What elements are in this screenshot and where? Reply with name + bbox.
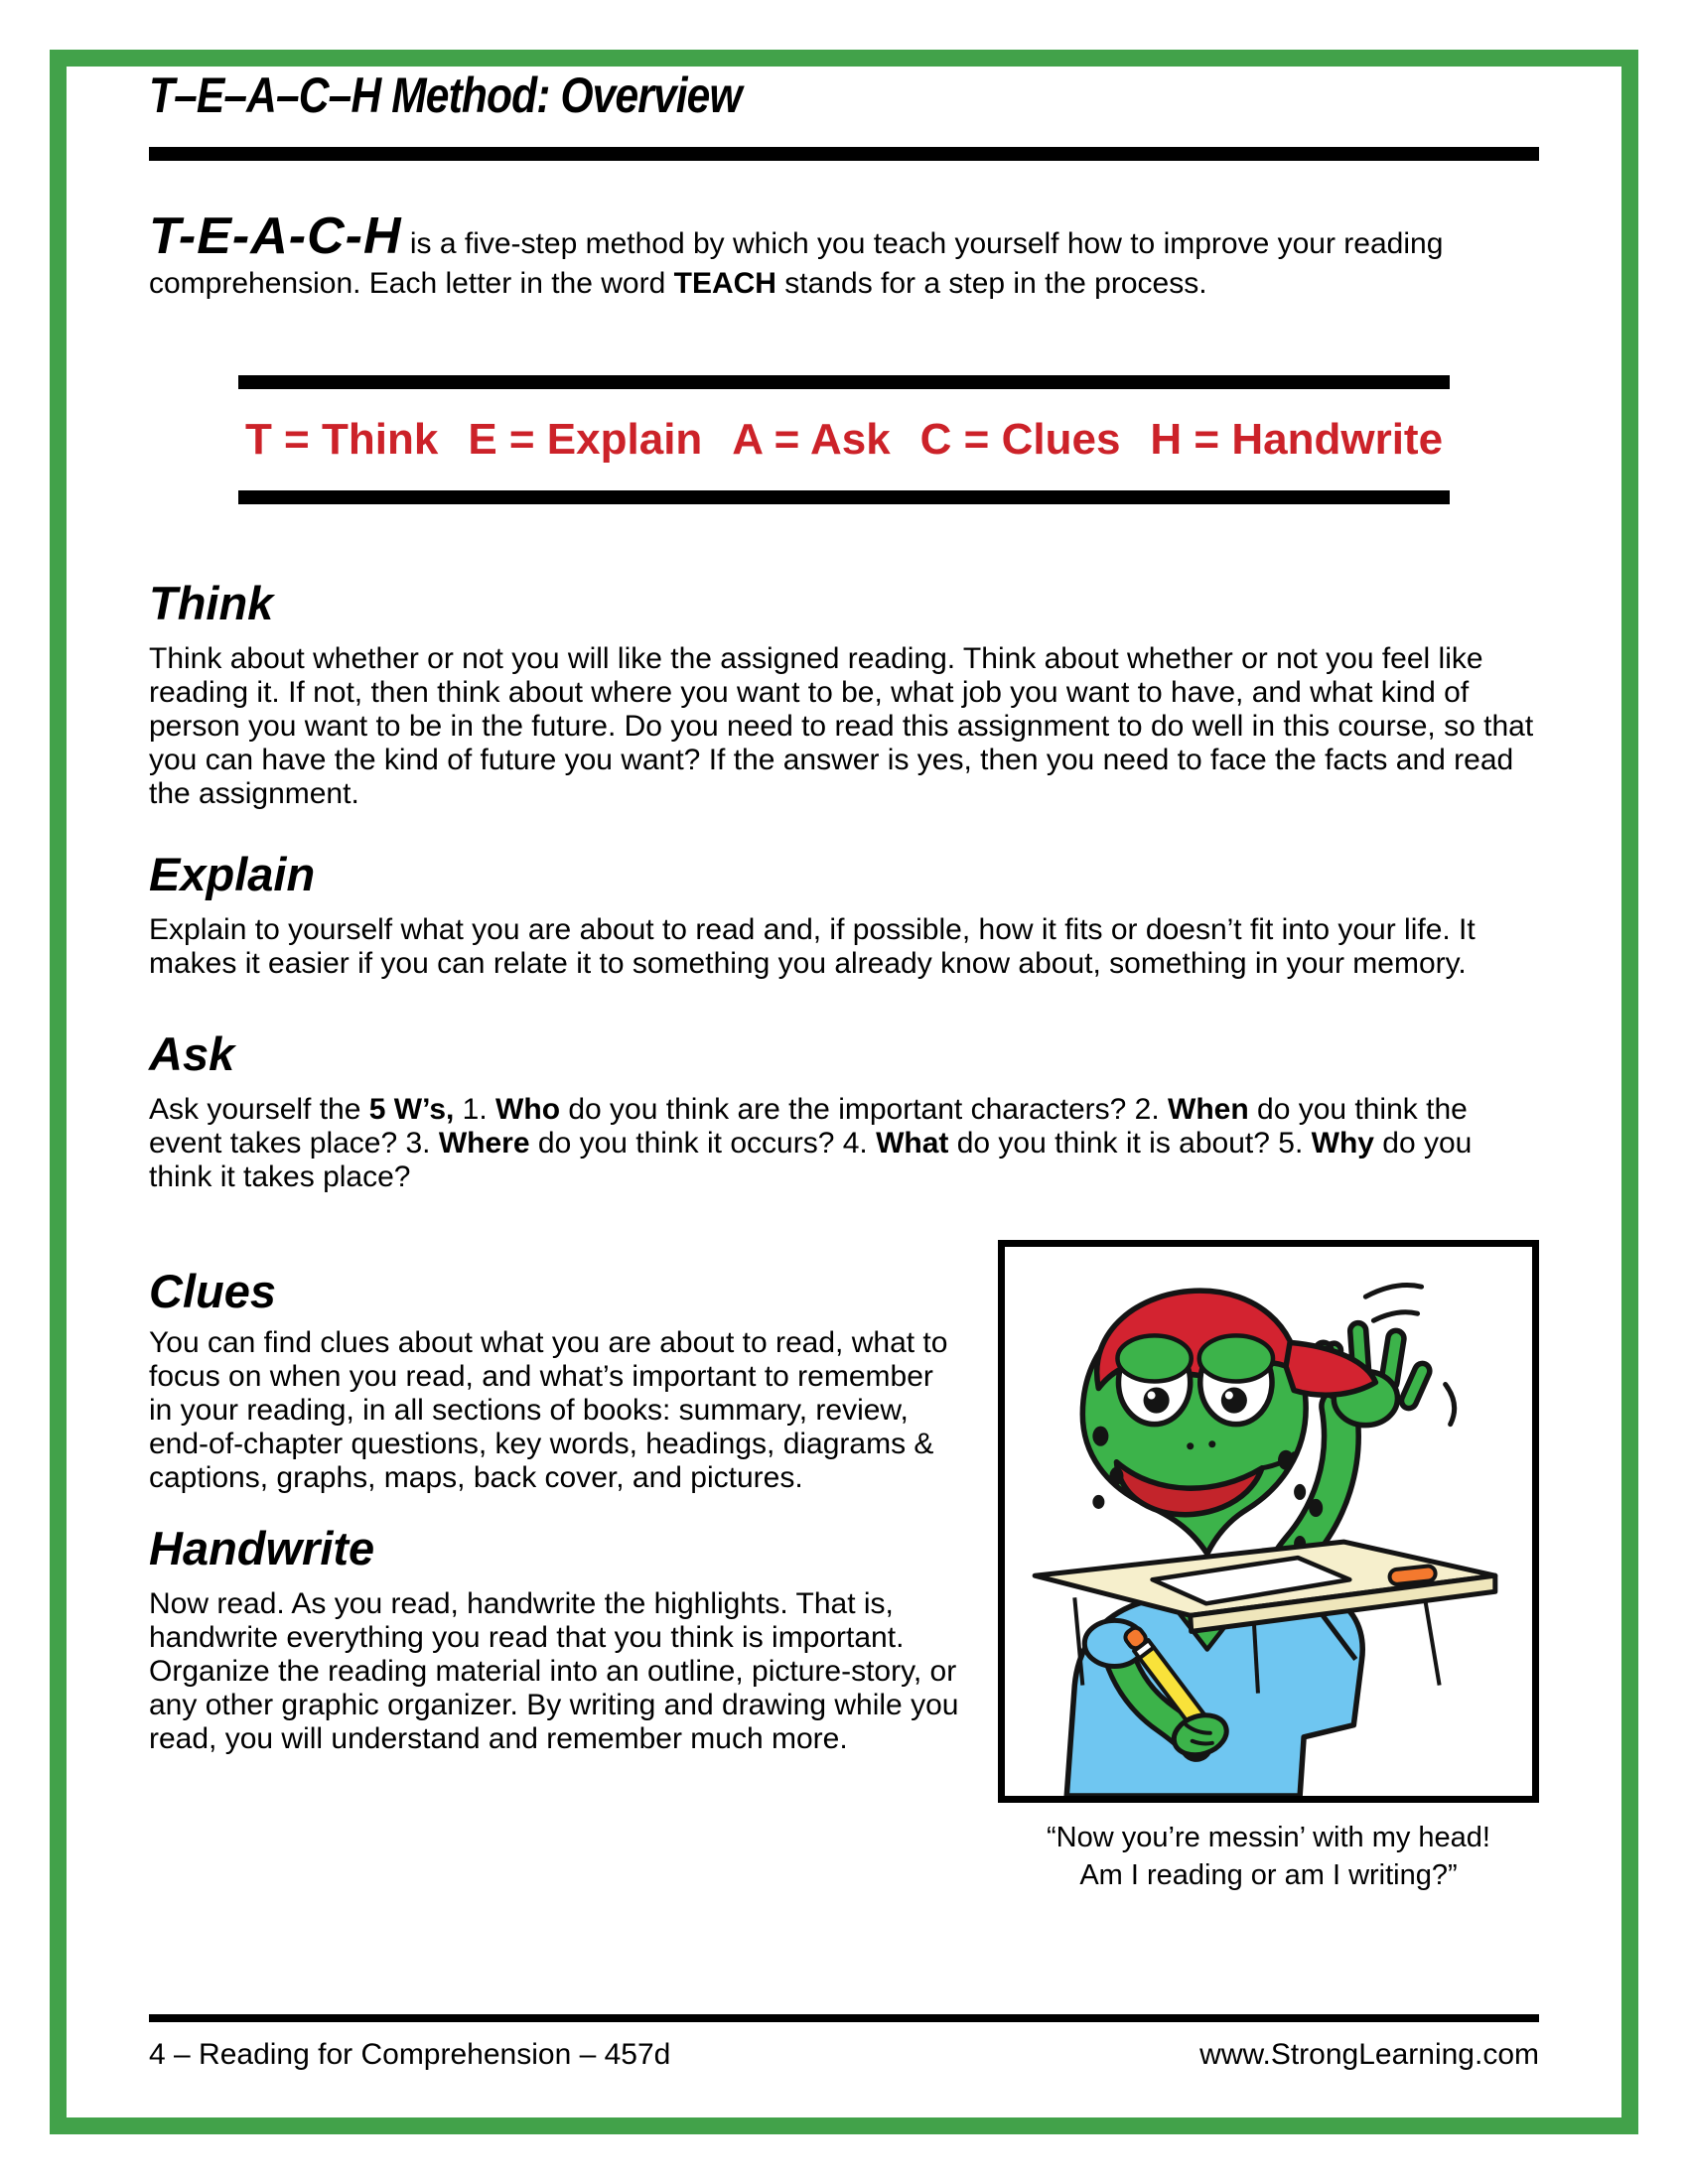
ask-seg-2: 1.: [454, 1093, 496, 1126]
teach-acronym: T-E-A-C-H: [149, 207, 402, 265]
section-clues-body: You can find clues about what you are about to read, what to focus on when you read, and what’s important to remember in your reading, in all sections of books: summary, review, end-of-chapter questions, key words, headings, diagrams & captions, graphs, maps, back cover, and pictures.: [149, 1326, 948, 1494]
page-title-text: T–E–A–C–H Method: Overview: [149, 68, 742, 123]
key-item-ask: A = Ask: [732, 415, 891, 464]
intro-text-2: stands for a step in the process.: [775, 267, 1207, 300]
section-ask-body: [149, 1093, 1539, 1194]
ask-seg-7: Where: [438, 1127, 530, 1160]
section-ask: [149, 1027, 1539, 1194]
section-explain-heading: Explain: [149, 848, 316, 900]
footer-page-info: 4 – Reading for Comprehension – 457d: [149, 2038, 671, 2071]
left-column: [149, 1240, 963, 1923]
ask-seg-10: do you think it is about? 5.: [948, 1127, 1312, 1160]
ask-seg-4: do you think are the important characters? 2.: [560, 1093, 1169, 1126]
section-think: [149, 577, 1539, 811]
section-explain-body: Explain to yourself what you are about to read and, if possible, how it fits or doesn’t fit into your life. It makes it easier if you can relate it to something you already know about, something in your memory.: [149, 913, 1476, 980]
section-handwrite-body: Now read. As you read, handwrite the highlights. That is, handwrite everything you read that you think is important. Organize the reading material into an outline, picture-story, or any other graphic organizer. By writing and drawing while you read, you will understand and remember much more.: [149, 1587, 959, 1755]
page-title: [149, 69, 1539, 121]
section-think-heading: Think: [149, 577, 274, 629]
footer: [149, 2038, 1539, 2072]
ask-seg-11: Why: [1311, 1127, 1374, 1160]
section-think-body: Think about whether or not you will like the assigned reading. Think about whether or not you feel like reading it. If not, then think about where you want to be, what job you want to have, and what kind of person you want to be in the future. Do you need to read this assignment to do well in this course, so that you can have the kind of future you want? If the answer is yes, then you need to face the facts and read the assignment.: [149, 642, 1534, 810]
ask-seg-6: do you think the event takes place? 3.: [149, 1093, 1468, 1160]
section-handwrite-heading: Handwrite: [149, 1522, 375, 1574]
key-item-clues: C = Clues: [919, 415, 1121, 464]
key-item-handwrite: H = Handwrite: [1150, 415, 1444, 464]
title-rule: [149, 147, 1539, 161]
key-item-think: T = Think: [244, 415, 439, 464]
section-clues: [149, 1265, 963, 1495]
ask-seg-0: Ask yourself the: [149, 1093, 369, 1126]
intro-paragraph: [149, 207, 1539, 304]
section-ask-heading: Ask: [149, 1027, 235, 1080]
ask-seg-8: do you think it occurs? 4.: [529, 1127, 877, 1160]
ask-seg-3: Who: [495, 1093, 561, 1126]
footer-website: www.StrongLearning.com: [1199, 2038, 1539, 2071]
page-content: [149, 69, 1539, 2072]
teach-key-box: [238, 375, 1450, 504]
ask-seg-5: When: [1168, 1093, 1249, 1126]
ask-seg-9: What: [876, 1127, 949, 1160]
two-column-row: [149, 1240, 1539, 1923]
right-column: [998, 1240, 1539, 1923]
section-explain: [149, 848, 1539, 981]
key-item-explain: E = Explain: [468, 415, 703, 464]
footer-rule: [149, 2014, 1539, 2022]
caption-line-1: “Now you’re messin’ with my head!: [1047, 1822, 1490, 1853]
ask-seg-12: do you think it takes place?: [149, 1127, 1473, 1193]
intro-text-1: is a five-step method by which you teach yourself how to improve your reading comprehension. Each letter in the word: [149, 227, 1444, 300]
section-handwrite: [149, 1522, 963, 1756]
frog-image-box: [998, 1240, 1539, 1803]
frog-cartoon-image: [1005, 1247, 1532, 1796]
desk-eraser: [1389, 1566, 1436, 1585]
intro-bold-word: TEACH: [673, 267, 776, 300]
ask-seg-1: 5 W’s,: [368, 1093, 455, 1126]
caption-line-2: Am I reading or am I writing?”: [1079, 1859, 1458, 1891]
image-caption: [998, 1819, 1539, 1894]
section-clues-heading: Clues: [149, 1265, 276, 1317]
